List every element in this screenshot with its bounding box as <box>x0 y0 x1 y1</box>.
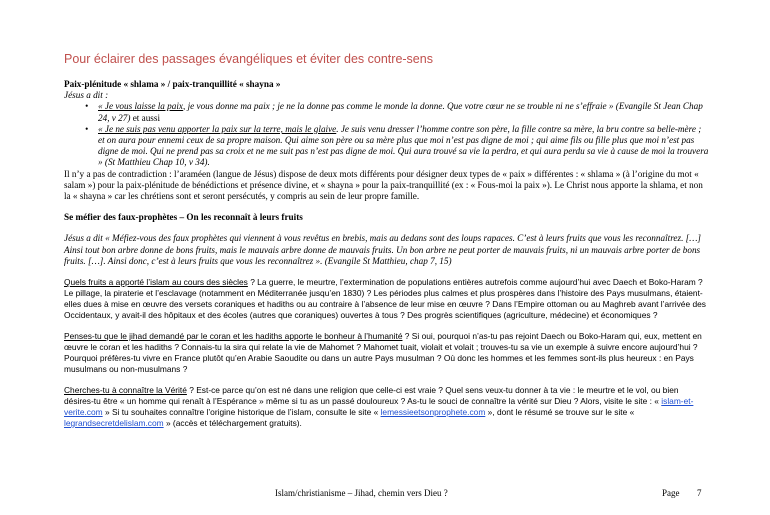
list-item <box>98 124 709 169</box>
section2-quote: Jésus a dit « Méfiez-vous des faux prophètes qui viennent à vous revêtus en brebis, mais au dedans sont des loups rapaces. C’est à leurs fruits que vous les reconnaîtrez. […] Ainsi tout bon arbre donne de bons fruits, mais le mauvais arbre donne de mauvais fruits. Un bon arbre ne peut porter de mauvais fruits, ni un mauvais arbre porter de bons fruits. […]. Ainsi donc, c’est à leurs fruits que vous les reconnaîtrez ». (Evangile St Matthieu, chap 7, 15) <box>64 233 701 266</box>
link-lemessieetsonprophete[interactable]: lemessieetsonprophete.com <box>380 407 486 418</box>
paragraph-lead: Penses-tu que le jihad demandé par le coran et les hadiths apporte le bonheur à l’humanité <box>64 331 403 342</box>
list-item <box>98 101 709 123</box>
footer-page-label: Page <box>662 488 680 498</box>
paragraph-lead: Quels fruits a apporté l’islam au cours des siècles <box>64 277 248 288</box>
footer-title: Islam/christianisme – Jihad, chemin vers Dieu ? <box>275 488 448 498</box>
section1-intro: Jésus a dit : <box>64 90 109 101</box>
paragraph-lead: Cherches-tu à connaître la Vérité <box>64 385 187 396</box>
link-islam-et-verite[interactable]: islam-et-verite.com <box>64 396 694 418</box>
quote-rest: , je vous donne ma paix ; je ne la donne pas comme le monde la donne. Que votre cœur ne se trouble ni ne s’effraie » (Evangile St Jean Chap 24, v 27) <box>98 101 703 123</box>
section1-heading: Paix-plénitude « shlama » / paix-tranquillité « shayna » <box>64 79 281 89</box>
paragraph-fruits <box>64 277 709 321</box>
footer-page-number: 7 <box>697 488 702 498</box>
page-title: Pour éclairer des passages évangéliques et éviter des contre-sens <box>64 52 433 66</box>
paragraph-text: » Si tu souhaites connaître l’origine historique de l’islam, consulte le site « <box>102 407 381 418</box>
quote-underlined: « Je ne suis pas venu apporter la paix sur la terre, mais le glaive <box>98 123 337 134</box>
quote-rest: . Je suis venu dresser l’homme contre son père, la fille contre sa mère, la bru contre sa belle-mère ; et on aura pour ennemi ceux de sa propre maison. Qui aime son père ou sa mère plus que moi n’est pas digne de moi ; qui aime fils ou fille plus que moi n’est pas digne de moi. Qui ne prend pas sa croix et ne me suit pas n’est pas digne de moi. Qui aura trouvé sa vie la perdra, et qui aura perdu sa vie à cause de moi la trouvera » (St Matthieu Chap 10, v 34). <box>98 123 709 168</box>
section2-heading: Se méfier des faux-prophètes – On les reconnaît à leurs fruits <box>64 212 303 223</box>
paragraph-text: » (accès et téléchargement gratuits). <box>163 418 302 429</box>
section1-explanation: Il n’y a pas de contradiction : l’araméen (langue de Jésus) dispose de deux mots différents pour désigner deux types de « paix » différentes : « shlama » (à l’origine du mot « salam ») pour la paix-plénitude de bénédictions et présence divine, et « shayna » pour la paix-tranquillité (ex : « Fous-moi la paix »). Le Christ nous apporte la shlama, et non la « shayna » car les chrétiens sont et seront persécutés, y compris au sein de leur propre famille. <box>64 168 703 202</box>
quote-tail: et aussi <box>130 112 161 123</box>
paragraph-text: », dont le résumé se trouve sur le site « <box>485 407 635 418</box>
paragraph-text: ? Si oui, pourquoi n’as-tu pas rejoint Daech ou Boko-Haram qui, eux, mettent en œuvre le coran et les hadiths ? Connais-tu la sira qui relate la vie de Mahomet ? Mahomet tuait, violait et volait ; trouves-tu sa vie un exemple à suivre encore aujourd’hui ? Pourquoi préfères-tu vivre en France plutôt qu’en Arabie Saoudite ou dans un autre Pays musulman ? Où donc les hommes et les femmes sont-ils plus heureux : en Pays musulmans ou non-musulmans ? <box>64 331 702 375</box>
link-legrandsecretdelislam[interactable]: legrandsecretdelislam.com <box>64 418 164 429</box>
paragraph-text: ? Est-ce parce qu’on est né dans une religion que celle-ci est vraie ? Quel sens veux-tu donner à ta vie : le meurtre et le vol, ou bien désires-tu être « un homme qui renaît à l’Espérance » même si tu as un passé douloureux ? As-tu le souci de connaître la vérité sur Dieu ? Alors, visite le site : « <box>64 385 679 407</box>
paragraph-jihad <box>64 331 709 375</box>
document-page <box>64 52 709 429</box>
quote-list <box>64 101 709 168</box>
quote-underlined: « Je vous laisse la paix <box>98 101 183 112</box>
paragraph-text: ? La guerre, le meurtre, l’extermination de populations entières autrefois comme aujourd’hui avec Daech et Boko-Haram ? Le pillage, la piraterie et l’esclavage (notamment en Méditerranée jusqu’en 1830) ? Les périodes plus calmes et plus prospères dans l’histoire des Pays musulmans, étaient-elles dues à mise en œuvre des versets coraniques et hadiths ou au contraire à l’absence de leur mise en œuvre ? Dans l’Empire ottoman ou au Maghreb avant l’arrivée des Occidentaux, y avait-il des hôpitaux et des écoles (autres que coraniques) ouvertes à tous ? Des progrès scientifiques (agriculture, médecine) et économiques ? <box>64 277 706 321</box>
paragraph-verite <box>64 385 709 429</box>
